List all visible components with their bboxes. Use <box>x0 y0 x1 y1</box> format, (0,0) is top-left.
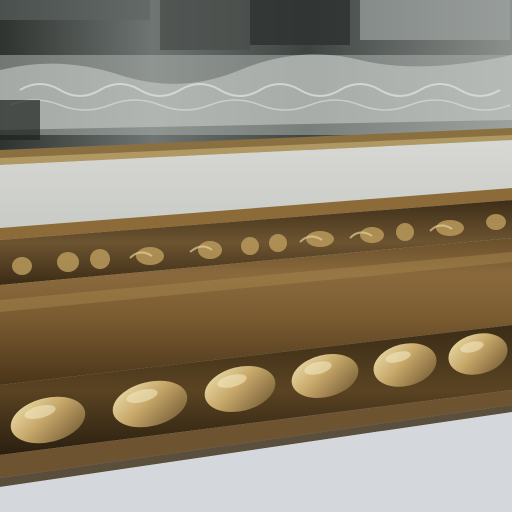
painting-canvas <box>0 0 512 150</box>
